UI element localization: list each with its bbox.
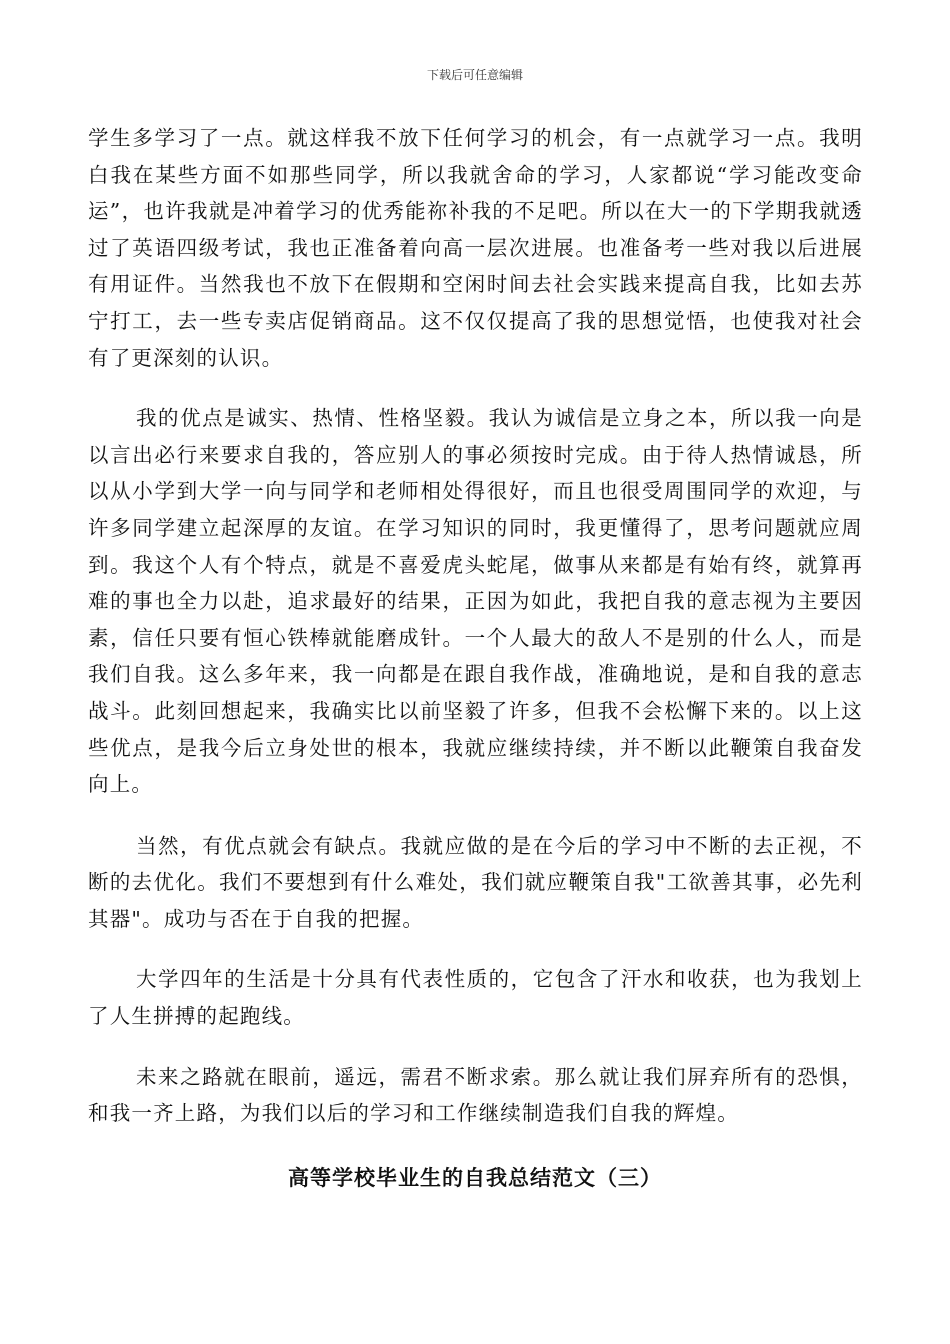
paragraph-university-life: 大学四年的生活是十分具有代表性质的，它包含了汗水和收获，也为我划上了人生拼搏的起跑线。: [88, 967, 863, 1029]
paragraph-continued: 学生多学习了一点。就这样我不放下任何学习的机会，有一点就学习一点。我明白我在某些方面不如那些同学，所以我就舍命的学习，人家都说“学习能改变命运”，也许我就是冲着学习的优秀能祢补我的不足吧。所以在大一的下学期我就透过了英语四级考试，我也正准备着向高一层次进展。也准备考一些对我以后进展有用证件。当然我也不放下在假期和空闲时间去社会实践来提高自我，比如去苏宁打工，去一些专卖店促销商品。这不仅仅提高了我的思想觉悟，也使我对社会有了更深刻的认识。: [88, 126, 863, 370]
paragraph-strengths: 我的优点是诚实、热情、性格坚毅。我认为诚信是立身之本，所以我一向是以言出必行来要求自我的，答应别人的事必须按时完成。由于待人热情诚恳，所以从小学到大学一向与同学和老师相处得很好，而且也很受周围同学的欢迎，与许多同学建立起深厚的友谊。在学习知识的同时，我更懂得了，思考问题就应周到。我这个人有个特点，就是不喜爱虎头蛇尾，做事从来都是有始有终，就算再难的事也全力以赴，追求最好的结果，正因为如此，我把自我的意志视为主要因素，信任只要有恒心铁棒就能磨成针。一个人最大的敌人不是别的什么人，而是我们自我。这么多年来，我一向都是在跟自我作战，准确地说，是和自我的意志战斗。此刻回想起来，我确实比以前坚毅了许多，但我不会松懈下来的。以上这些优点，是我今后立身处世的根本，我就应继续持续，并不断以此鞭策自我奋发向上。: [88, 406, 863, 797]
paragraph-weaknesses: 当然，有优点就会有缺点。我就应做的是在今后的学习中不断的去正视，不断的去优化。我们不要想到有什么难处，我们就应鞭策自我"工欲善其事，必先利其器"。成功与否在于自我的把握。: [88, 833, 863, 931]
paragraph-future: 未来之路就在眼前，遥远，需君不断求索。那么就让我们屏弃所有的恐惧，和我一齐上路，为我们以后的学习和工作继续制造我们自我的辉煌。: [88, 1064, 863, 1126]
page-header-note: 下载后可任意编辑: [426, 68, 523, 82]
section-title: 高等学校毕业生的自我总结范文（三）: [288, 1166, 662, 1190]
document-body: [88, 120, 863, 1132]
